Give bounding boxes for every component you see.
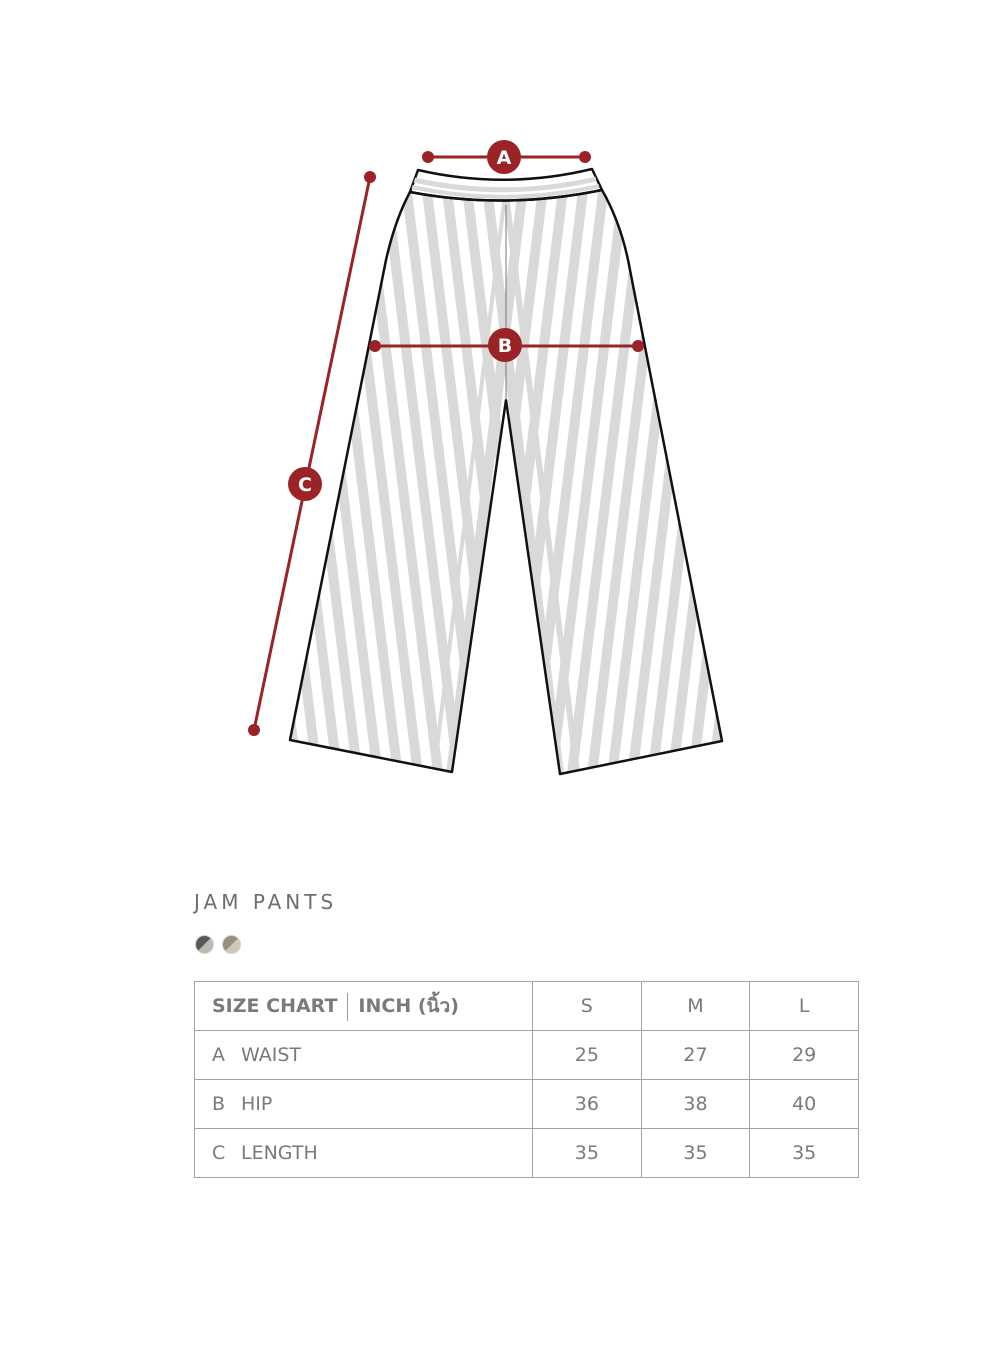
header-divider	[347, 993, 348, 1021]
marker-b-label: B	[497, 335, 513, 357]
measure-waist-start-dot	[422, 151, 434, 163]
row-letter: B	[212, 1093, 226, 1115]
waist-l-value: 29	[750, 1031, 859, 1080]
row-letter: A	[212, 1044, 225, 1066]
row-label: LENGTH	[241, 1142, 318, 1164]
length-m-value: 35	[641, 1129, 750, 1178]
row-label-cell	[195, 1031, 533, 1080]
length-l-value: 35	[750, 1129, 859, 1178]
hip-s-value: 36	[533, 1080, 642, 1129]
measure-length-end-dot	[248, 724, 260, 736]
row-label-cell	[195, 1129, 533, 1178]
measure-length-start-dot	[364, 171, 376, 183]
size-chart-header-row	[195, 982, 859, 1031]
measure-waist	[422, 140, 591, 174]
color-swatches	[195, 935, 241, 954]
waist-m-value: 27	[641, 1031, 750, 1080]
size-chart-title-cell	[195, 982, 533, 1031]
row-label: HIP	[241, 1093, 273, 1115]
row-label: WAIST	[241, 1044, 302, 1066]
size-header-m: M	[641, 982, 750, 1031]
swatch-charcoal-sage[interactable]	[195, 935, 214, 954]
size-row-length	[195, 1129, 859, 1178]
hip-l-value: 40	[750, 1080, 859, 1129]
size-header-s: S	[533, 982, 642, 1031]
size-row-hip	[195, 1080, 859, 1129]
length-s-value: 35	[533, 1129, 642, 1178]
row-label-cell	[195, 1080, 533, 1129]
size-header-l: L	[750, 982, 859, 1031]
measure-hip-end-dot	[632, 340, 644, 352]
size-chart-unit: INCH (นิ้ว)	[358, 995, 459, 1017]
swatch-taupe-beige[interactable]	[222, 935, 241, 954]
measure-waist-end-dot	[579, 151, 591, 163]
size-row-waist	[195, 1031, 859, 1080]
marker-c-label: C	[298, 474, 312, 496]
product-title: JAM PANTS	[194, 890, 338, 914]
size-chart-table	[194, 981, 859, 1178]
row-letter: C	[212, 1142, 226, 1164]
size-chart-title: SIZE CHART	[212, 995, 338, 1017]
measure-hip-start-dot	[369, 340, 381, 352]
hip-m-value: 38	[641, 1080, 750, 1129]
waist-s-value: 25	[533, 1031, 642, 1080]
marker-a-label: A	[496, 147, 512, 169]
pants-illustration	[104, 169, 908, 845]
